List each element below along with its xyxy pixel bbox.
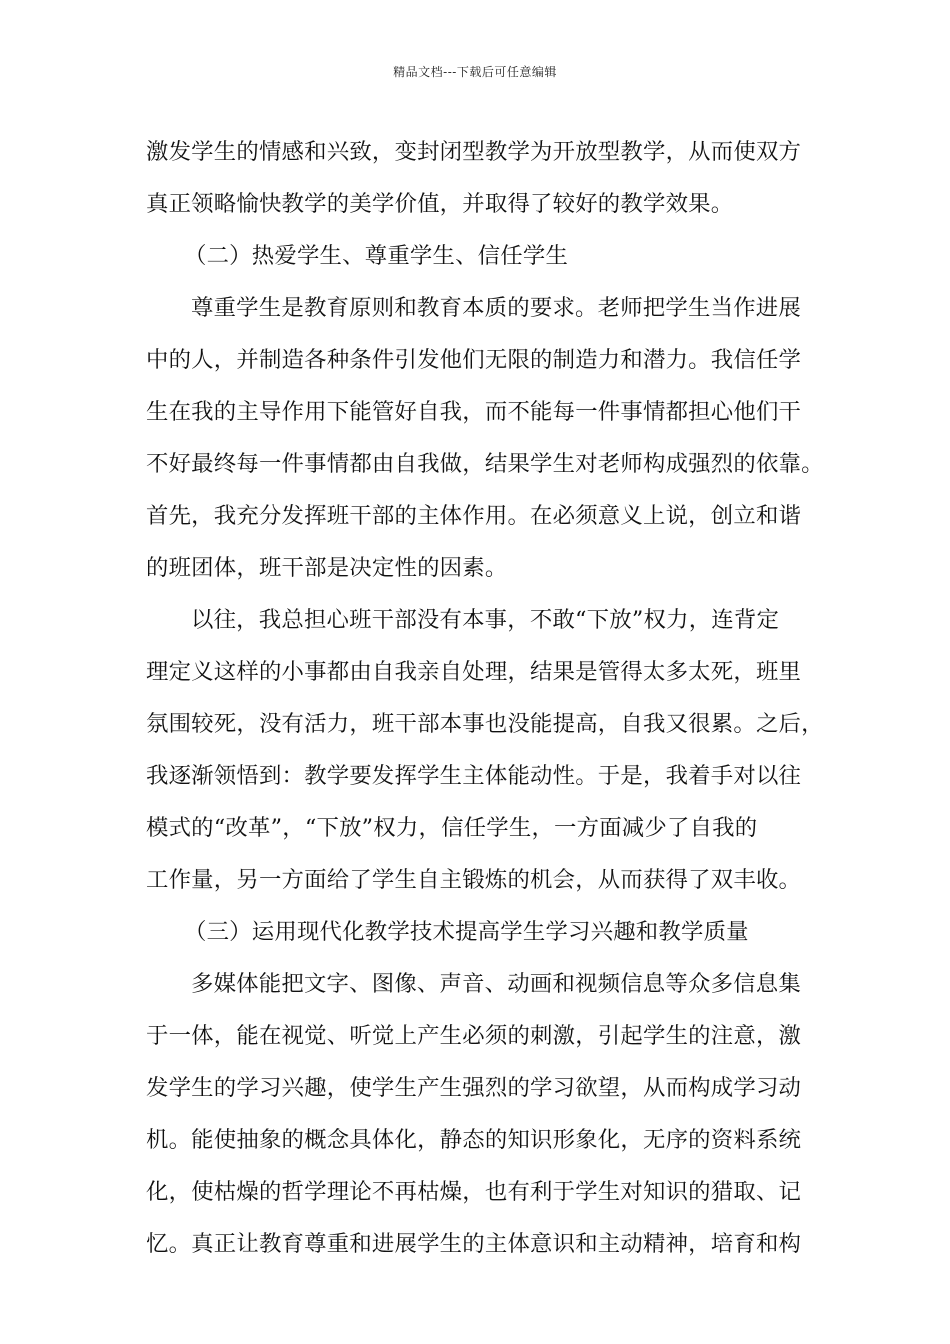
text-line: 激发学生的情感和兴致，变封闭型教学为开放型教学，从而使双方 xyxy=(146,139,802,165)
text-line: 模式的“改革”，“下放”权力，信任学生，一方面减少了自我的 xyxy=(146,815,758,841)
text-line: 理定义这样的小事都由自我亲自处理，结果是管得太多太死，班里 xyxy=(146,659,802,685)
paragraph-first-line: 多媒体能把文字、图像、声音、动画和视频信息等众多信息集 xyxy=(191,971,801,997)
text-line: 于一体，能在视觉、听觉上产生必须的刺激，引起学生的注意，激 xyxy=(146,1023,802,1049)
page-header: 精品文档---下载后可任意编辑 xyxy=(393,65,557,79)
text-line: 工作量，另一方面给了学生自主锻炼的机会，从而获得了双丰收。 xyxy=(146,867,802,893)
text-line: 首先，我充分发挥班干部的主体作用。在必须意义上说，创立和谐 xyxy=(146,503,802,529)
text-line: 氛围较死，没有活力，班干部本事也没能提高，自我又很累。之后， xyxy=(146,711,824,737)
paragraph-first-line: 以往，我总担心班干部没有本事，不敢“下放”权力，连背定 xyxy=(191,607,780,633)
text-line: 忆。真正让教育尊重和进展学生的主体意识和主动精神，培育和构 xyxy=(146,1231,802,1257)
document-body xyxy=(146,126,830,1270)
text-line: 发学生的学习兴趣，使学生产生强烈的学习欲望，从而构成学习动 xyxy=(146,1075,802,1101)
text-line: 化，使枯燥的哲学理论不再枯燥，也有利于学生对知识的猎取、记 xyxy=(146,1179,802,1205)
text-line: 不好最终每一件事情都由自我做，结果学生对老师构成强烈的依靠。 xyxy=(146,451,824,477)
text-line: 的班团体，班干部是决定性的因素。 xyxy=(146,555,508,581)
section-heading: （二）热爱学生、尊重学生、信任学生 xyxy=(184,243,569,269)
text-line: 机。能使抽象的概念具体化，静态的知识形象化，无序的资料系统 xyxy=(146,1127,802,1153)
text-line: 真正领略愉快教学的美学价值，并取得了较好的教学效果。 xyxy=(146,191,734,217)
text-line: 我逐渐领悟到：教学要发挥学生主体能动性。于是，我着手对以往 xyxy=(146,763,802,789)
text-line: 生在我的主导作用下能管好自我，而不能每一件事情都担心他们干 xyxy=(146,399,802,425)
section-heading: （三）运用现代化教学技术提高学生学习兴趣和教学质量 xyxy=(184,919,749,945)
text-line: 中的人，并制造各种条件引发他们无限的制造力和潜力。我信任学 xyxy=(146,347,802,373)
paragraph-first-line: 尊重学生是教育原则和教育本质的要求。老师把学生当作进展 xyxy=(191,295,801,321)
